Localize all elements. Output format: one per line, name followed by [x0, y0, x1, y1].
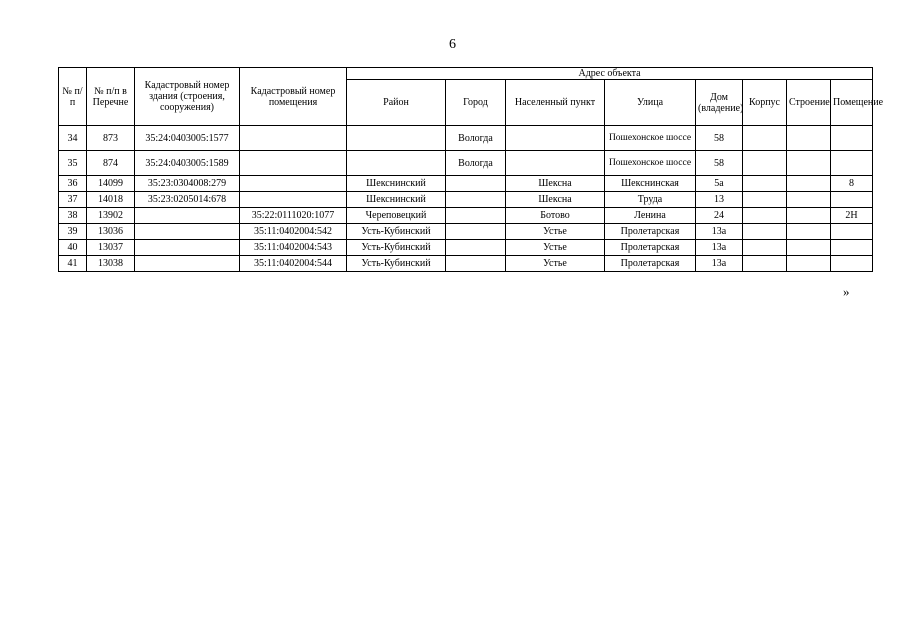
- cell-premises: 8: [831, 176, 873, 192]
- cell-structure: [787, 192, 831, 208]
- cell-list-num: 13038: [87, 256, 135, 272]
- closing-quote: »: [843, 284, 850, 299]
- cell-premises: [831, 224, 873, 240]
- cell-district: Усть-Кубинский: [347, 256, 446, 272]
- cell-district: Усть-Кубинский: [347, 240, 446, 256]
- table-row: [59, 126, 873, 151]
- cell-building: 35:24:0403005:1589: [135, 151, 240, 176]
- cell-city: Вологда: [446, 126, 506, 151]
- cell-building: [135, 224, 240, 240]
- cell-street: Пошехонское шоссе: [605, 151, 696, 176]
- cell-settlement: [506, 126, 605, 151]
- cell-settlement: Ботово: [506, 208, 605, 224]
- cell-list-num: 14018: [87, 192, 135, 208]
- cell-house: 13а: [696, 256, 743, 272]
- cell-house: 13а: [696, 224, 743, 240]
- cell-num: 35: [59, 151, 87, 176]
- cell-settlement: Устье: [506, 240, 605, 256]
- header-settlement: Населенный пункт: [506, 80, 605, 126]
- cell-district: Шекснинский: [347, 192, 446, 208]
- cell-room: [240, 151, 347, 176]
- cell-room: [240, 176, 347, 192]
- cell-street: Шекснинская: [605, 176, 696, 192]
- cell-corpus: [743, 208, 787, 224]
- cell-premises: [831, 192, 873, 208]
- header-premises: Помещение: [831, 80, 873, 126]
- cell-corpus: [743, 176, 787, 192]
- cell-settlement: Устье: [506, 256, 605, 272]
- cell-house: 58: [696, 126, 743, 151]
- header-address-group: Адрес объекта: [347, 68, 873, 80]
- cell-num: 39: [59, 224, 87, 240]
- header-district: Район: [347, 80, 446, 126]
- cell-district: Шекснинский: [347, 176, 446, 192]
- cell-structure: [787, 208, 831, 224]
- cell-num: 37: [59, 192, 87, 208]
- header-room-cadastral: Кадастровый номер помещения: [240, 68, 347, 126]
- cell-street: Пролетарская: [605, 240, 696, 256]
- table-row: [59, 192, 873, 208]
- table-row: [59, 151, 873, 176]
- header-corpus: Корпус: [743, 80, 787, 126]
- cell-num: 38: [59, 208, 87, 224]
- cell-building: 35:23:0304008:279: [135, 176, 240, 192]
- cell-district: Череповецкий: [347, 208, 446, 224]
- table-row: [59, 240, 873, 256]
- cell-city: [446, 224, 506, 240]
- cell-street: Пролетарская: [605, 224, 696, 240]
- cell-num: 41: [59, 256, 87, 272]
- cell-street: Пролетарская: [605, 256, 696, 272]
- cell-building: [135, 208, 240, 224]
- cell-premises: [831, 240, 873, 256]
- table-row: [59, 176, 873, 192]
- cell-settlement: Шексна: [506, 192, 605, 208]
- header-house: Дом (владение): [696, 80, 743, 126]
- objects-table: [58, 67, 884, 272]
- cell-city: [446, 240, 506, 256]
- cell-house: 58: [696, 151, 743, 176]
- cell-corpus: [743, 256, 787, 272]
- header-building-cadastral: Кадастровый номер здания (строения, сооружения): [135, 68, 240, 126]
- cell-room: 35:22:0111020:1077: [240, 208, 347, 224]
- cell-city: [446, 176, 506, 192]
- cell-corpus: [743, 126, 787, 151]
- cell-num: 40: [59, 240, 87, 256]
- cell-corpus: [743, 240, 787, 256]
- cell-settlement: Устье: [506, 224, 605, 240]
- cell-building: 35:24:0403005:1577: [135, 126, 240, 151]
- cell-house: 13а: [696, 240, 743, 256]
- cell-district: Усть-Кубинский: [347, 224, 446, 240]
- cell-house: 24: [696, 208, 743, 224]
- header-num: № п/п: [59, 68, 87, 126]
- cell-city: [446, 192, 506, 208]
- cell-list-num: 13036: [87, 224, 135, 240]
- cell-room: 35:11:0402004:542: [240, 224, 347, 240]
- cell-settlement: [506, 151, 605, 176]
- cell-city: [446, 208, 506, 224]
- cell-premises: [831, 151, 873, 176]
- cell-corpus: [743, 224, 787, 240]
- cell-num: 36: [59, 176, 87, 192]
- cell-corpus: [743, 151, 787, 176]
- cell-premises: 2Н: [831, 208, 873, 224]
- cell-structure: [787, 176, 831, 192]
- table-row: [59, 208, 873, 224]
- cell-premises: [831, 126, 873, 151]
- header-list-num: № п/п в Перечне: [87, 68, 135, 126]
- table-row: [59, 256, 873, 272]
- cell-room: 35:11:0402004:544: [240, 256, 347, 272]
- cell-list-num: 13902: [87, 208, 135, 224]
- cell-room: [240, 126, 347, 151]
- cell-num: 34: [59, 126, 87, 151]
- cell-district: [347, 151, 446, 176]
- cell-structure: [787, 126, 831, 151]
- cell-structure: [787, 256, 831, 272]
- cell-room: [240, 192, 347, 208]
- cell-structure: [787, 224, 831, 240]
- cell-house: 13: [696, 192, 743, 208]
- cell-house: 5а: [696, 176, 743, 192]
- cell-premises: [831, 256, 873, 272]
- header-city: Город: [446, 80, 506, 126]
- cell-list-num: 14099: [87, 176, 135, 192]
- header-street: Улица: [605, 80, 696, 126]
- cell-building: [135, 256, 240, 272]
- cell-city: [446, 256, 506, 272]
- cell-list-num: 874: [87, 151, 135, 176]
- cell-list-num: 873: [87, 126, 135, 151]
- cell-settlement: Шексна: [506, 176, 605, 192]
- cell-list-num: 13037: [87, 240, 135, 256]
- cell-structure: [787, 151, 831, 176]
- table-row: [59, 224, 873, 240]
- cell-street: Труда: [605, 192, 696, 208]
- page-number: 6: [449, 37, 456, 52]
- cell-building: 35:23:0205014:678: [135, 192, 240, 208]
- cell-district: [347, 126, 446, 151]
- header-structure: Строение: [787, 80, 831, 126]
- cell-street: Пошехонское шоссе: [605, 126, 696, 151]
- cell-corpus: [743, 192, 787, 208]
- cell-street: Ленина: [605, 208, 696, 224]
- cell-structure: [787, 240, 831, 256]
- cell-city: Вологда: [446, 151, 506, 176]
- cell-room: 35:11:0402004:543: [240, 240, 347, 256]
- cell-building: [135, 240, 240, 256]
